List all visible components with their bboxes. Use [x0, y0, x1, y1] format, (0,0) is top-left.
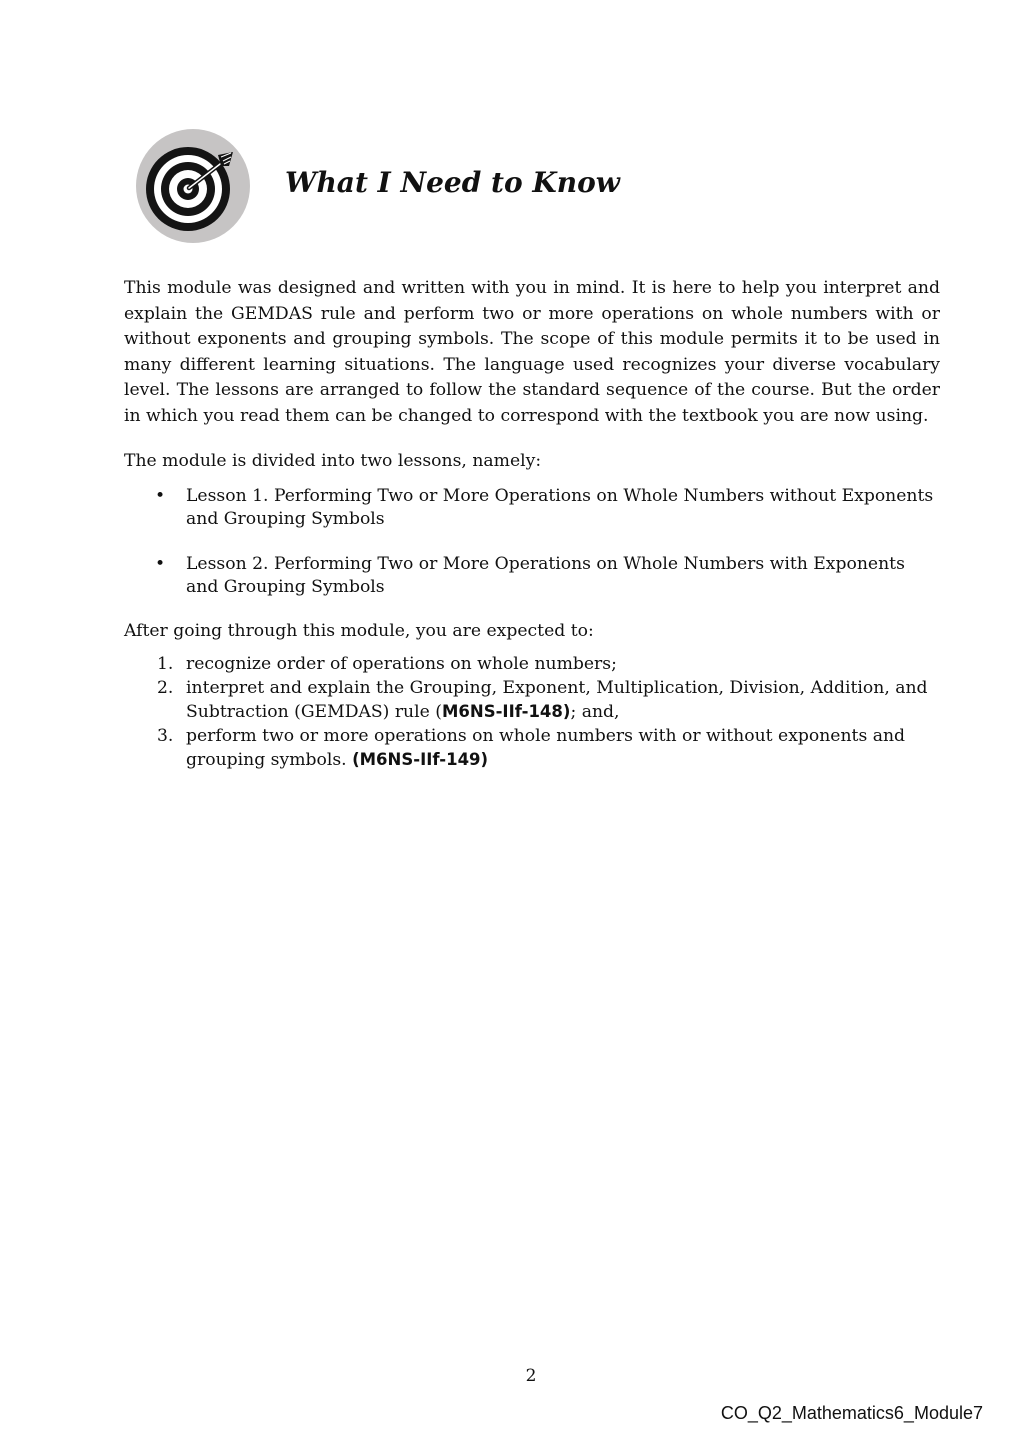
lesson-text: Lesson 1. Performing Two or More Operations on Whole Numbers without Exponents and Grouping Symbols — [186, 485, 934, 529]
intro-paragraph: This module was designed and written with you in mind. It is here to help you interpret and explain the GEMDAS rule and perform two or more operations on whole numbers with or without exponents and grouping symbols. The scope of this module permits it to be used in many different learning situations. The language used recognizes your diverse vocabulary level. The lessons are arranged to follow the standard sequence of the course. But the order in which you read them can be changed to correspond with the textbook you are now using. — [124, 278, 940, 426]
lesson-text: Lesson 2. Performing Two or More Operations on Whole Numbers with Exponents and Grouping Symbols — [186, 553, 905, 597]
module-content — [124, 276, 940, 772]
list-item — [124, 652, 940, 676]
section-header — [132, 126, 832, 246]
page-number: 2 — [525, 1366, 537, 1386]
bullet-icon: • — [155, 553, 166, 574]
item-number: 3. — [157, 726, 174, 746]
objective-text: interpret and explain the Grouping, Exponent, Multiplication, Division, Addition, and Subtraction (GEMDAS) rule — [186, 678, 928, 722]
competency-code: M6NS-IIf-148) — [441, 702, 571, 721]
objective-text: recognize order of operations on whole numbers; — [186, 654, 617, 674]
section-title: What I Need to Know — [285, 166, 620, 199]
objectives-list — [124, 652, 940, 772]
list-item — [124, 485, 940, 531]
lessons-list — [124, 485, 940, 599]
bullet-icon: • — [155, 485, 166, 506]
list-item — [124, 676, 940, 724]
objective-suffix: ; and, — [570, 702, 620, 722]
objectives-intro: After going through this module, you are expected to: — [124, 620, 594, 641]
list-item — [124, 553, 940, 599]
item-number: 2. — [157, 678, 174, 698]
target-icon — [132, 126, 254, 246]
competency-code: (M6NS-IIf-149) — [352, 750, 489, 769]
lessons-intro: The module is divided into two lessons, namely: — [124, 451, 542, 471]
footer-code: CO_Q2_Mathematics6_Module7 — [720, 1403, 983, 1423]
item-number: 1. — [157, 654, 174, 674]
objective-text: perform two or more operations on whole numbers with or without exponents and grouping symbols. — [186, 726, 906, 770]
list-item — [124, 724, 940, 772]
code-open-paren: ( — [435, 702, 442, 722]
